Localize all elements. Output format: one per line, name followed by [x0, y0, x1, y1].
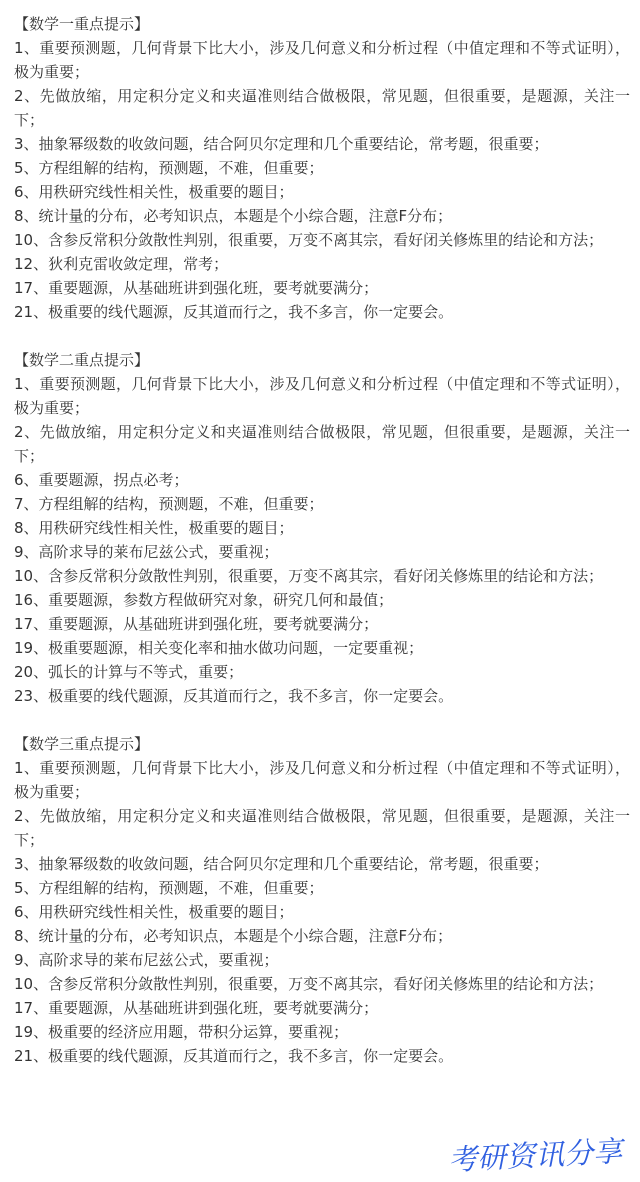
list-item: 10、含参反常积分敛散性判别，很重要，万变不离其宗，看好闭关修炼里的结论和方法； [14, 231, 604, 249]
list-item: 5、方程组解的结构，预测题，不难，但重要； [14, 159, 324, 177]
list-item: 5、方程组解的结构，预测题，不难，但重要； [14, 879, 324, 897]
list-item: 6、用秩研究线性相关性，极重要的题目； [14, 903, 294, 921]
list-item: 1、重要预测题，几何背景下比大小，涉及几何意义和分析过程（中值定理和不等式证明），极为重要； [14, 39, 630, 81]
list-item: 23、极重要的线代题源，反其道而行之，我不多言，你一定要会。 [14, 687, 454, 705]
list-item: 1、重要预测题，几何背景下比大小，涉及几何意义和分析过程（中值定理和不等式证明），极为重要； [14, 375, 630, 417]
list-item: 2、先做放缩，用定积分定义和夹逼准则结合做极限，常见题，但很重要，是题源，关注一下； [14, 423, 630, 465]
watermark-text: 考研资讯分享 [447, 1133, 623, 1178]
list-item: 3、抽象幂级数的收敛问题，结合阿贝尔定理和几个重要结论，常考题，很重要； [14, 855, 549, 873]
list-item: 10、含参反常积分敛散性判别，很重要，万变不离其宗，看好闭关修炼里的结论和方法； [14, 975, 604, 993]
list-item: 8、统计量的分布，必考知识点，本题是个小综合题，注意F分布； [14, 207, 453, 225]
list-item: 19、极重要题源，相关变化率和抽水做功问题，一定要重视； [14, 639, 424, 657]
list-item: 17、重要题源，从基础班讲到强化班，要考就要满分； [14, 615, 379, 633]
section-title: 【数学一重点提示】 [14, 15, 150, 33]
section-math-2 [14, 348, 630, 708]
list-item: 2、先做放缩，用定积分定义和夹逼准则结合做极限，常见题，但很重要，是题源，关注一下； [14, 807, 630, 849]
section-title: 【数学三重点提示】 [14, 735, 150, 753]
list-item: 12、狄利克雷收敛定理，常考； [14, 255, 229, 273]
list-item: 19、极重要的经济应用题，带积分运算，要重视； [14, 1023, 349, 1041]
list-item: 6、用秩研究线性相关性，极重要的题目； [14, 183, 294, 201]
section-math-1 [14, 12, 630, 324]
list-item: 7、方程组解的结构，预测题，不难，但重要； [14, 495, 324, 513]
list-item: 8、用秩研究线性相关性，极重要的题目； [14, 519, 294, 537]
list-item: 6、重要题源，拐点必考； [14, 471, 189, 489]
document-body [14, 12, 630, 1092]
list-item: 20、弧长的计算与不等式，重要； [14, 663, 244, 681]
list-item: 9、高阶求导的莱布尼兹公式，要重视； [14, 543, 279, 561]
list-item: 10、含参反常积分敛散性判别，很重要，万变不离其宗，看好闭关修炼里的结论和方法； [14, 567, 604, 585]
list-item: 16、重要题源，参数方程做研究对象，研究几何和最值； [14, 591, 394, 609]
section-title: 【数学二重点提示】 [14, 351, 150, 369]
list-item: 3、抽象幂级数的收敛问题，结合阿贝尔定理和几个重要结论，常考题，很重要； [14, 135, 549, 153]
list-item: 2、先做放缩，用定积分定义和夹逼准则结合做极限，常见题，但很重要，是题源，关注一下； [14, 87, 630, 129]
watermark [426, 1126, 626, 1178]
list-item: 17、重要题源，从基础班讲到强化班，要考就要满分； [14, 279, 379, 297]
list-item: 21、极重要的线代题源，反其道而行之，我不多言，你一定要会。 [14, 303, 454, 321]
section-math-3 [14, 732, 630, 1068]
list-item: 17、重要题源，从基础班讲到强化班，要考就要满分； [14, 999, 379, 1017]
list-item: 9、高阶求导的莱布尼兹公式，要重视； [14, 951, 279, 969]
list-item: 1、重要预测题，几何背景下比大小，涉及几何意义和分析过程（中值定理和不等式证明），极为重要； [14, 759, 630, 801]
list-item: 8、统计量的分布，必考知识点，本题是个小综合题，注意F分布； [14, 927, 453, 945]
list-item: 21、极重要的线代题源，反其道而行之，我不多言，你一定要会。 [14, 1047, 454, 1065]
